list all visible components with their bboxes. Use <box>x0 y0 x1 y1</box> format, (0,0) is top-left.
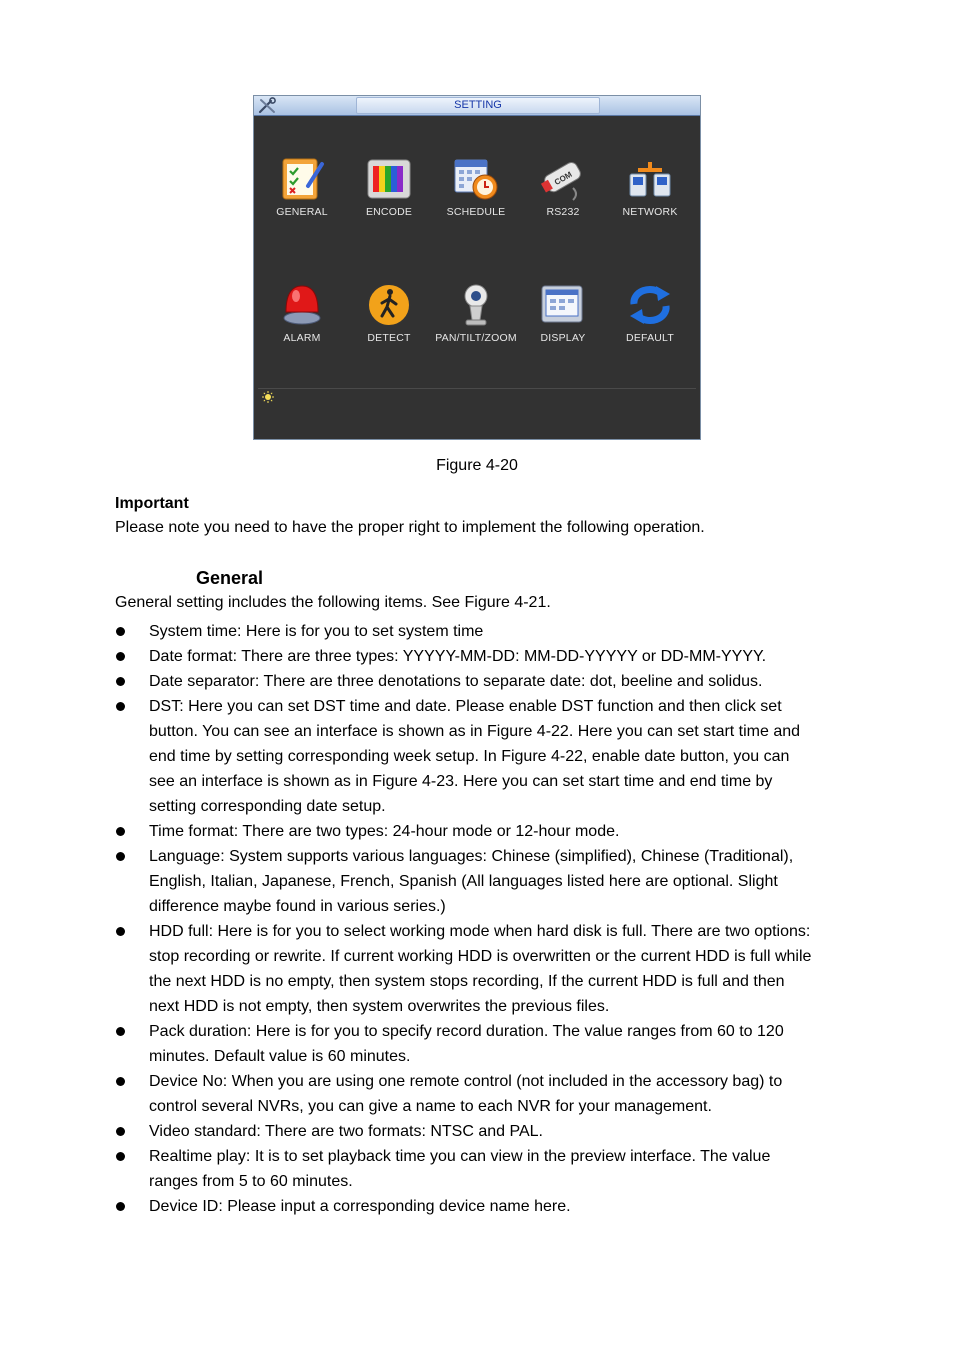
menu-network[interactable] <box>600 156 700 218</box>
bullet-dot-icon <box>116 677 125 686</box>
bullet-dot-icon <box>116 1152 125 1161</box>
bullet-line: Date format: There are three types: YYYYY-MM-DD: MM-DD-YYYYY or DD-MM-YYYY. <box>149 648 767 665</box>
bullet-item <box>115 1069 875 1119</box>
bullet-item <box>115 619 875 644</box>
bullet-line: next HDD is not empty, then system overwrites the previous files. <box>149 998 610 1015</box>
menu-display[interactable] <box>513 282 613 344</box>
hint-lightbulb-icon <box>261 390 275 404</box>
menu-default[interactable] <box>600 282 700 344</box>
detect-walking-man-icon <box>365 282 413 328</box>
bullet-line: System time: Here is for you to set system time <box>149 623 484 640</box>
bullet-line: English, Italian, Japanese, French, Spanish (All languages listed here are optional. Slight <box>149 873 778 890</box>
schedule-calendar-clock-icon <box>452 156 500 202</box>
setting-divider <box>258 388 696 389</box>
menu-alarm-label: ALARM <box>283 332 321 344</box>
menu-display-label: DISPLAY <box>540 332 586 344</box>
bullet-line: the next HDD is no empty, then system stops recording, If the current HDD is full and then <box>149 973 785 990</box>
bullet-dot-icon <box>116 702 125 711</box>
bullet-dot-icon <box>116 1027 125 1036</box>
bullet-line: setting corresponding date setup. <box>149 798 386 815</box>
menu-default-label: DEFAULT <box>626 332 674 344</box>
menu-network-label: NETWORK <box>622 206 678 218</box>
bullet-line: DST: Here you can set DST time and date. Please enable DST function and then click set <box>149 698 782 715</box>
menu-rs232-label: RS232 <box>546 206 580 218</box>
menu-encode-label: ENCODE <box>365 206 413 218</box>
bullet-line: Video standard: There are two formats: NTSC and PAL. <box>149 1123 543 1140</box>
bullet-item <box>115 1144 875 1194</box>
setting-window <box>253 95 701 440</box>
bullet-line: Realtime play: It is to set playback time you can view in the preview interface. The value <box>149 1148 771 1165</box>
bullet-item <box>115 669 875 694</box>
network-computers-icon <box>626 156 674 202</box>
settings-bullet-list <box>115 619 875 1219</box>
section-intro: General setting includes the following items. See Figure 4-21. <box>115 594 551 611</box>
menu-schedule[interactable] <box>426 156 526 218</box>
bullet-line: HDD full: Here is for you to select working mode when hard disk is full. There are two options: <box>149 923 811 940</box>
setting-title: SETTING <box>356 97 600 114</box>
bullet-line: Device No: When you are using one remote control (not included in the accessory bag) to <box>149 1073 783 1090</box>
bullet-line: Pack duration: Here is for you to specify record duration. The value ranges from 60 to 120 <box>149 1023 784 1040</box>
menu-pan-tilt-zoom-label: PAN/TILT/ZOOM <box>435 332 517 344</box>
menu-alarm[interactable] <box>252 282 352 344</box>
bullet-item <box>115 644 875 669</box>
encode-colorbars-icon <box>365 156 413 202</box>
bullet-line: end time by setting corresponding week setup. In Figure 4-22, enable date button, you can <box>149 748 790 765</box>
bullet-line: minutes. Default value is 60 minutes. <box>149 1048 411 1065</box>
bullet-line: control several NVRs, you can give a name to each NVR for your management. <box>149 1098 712 1115</box>
bullet-line: ranges from 5 to 60 minutes. <box>149 1173 353 1190</box>
svg-text:COM: COM <box>552 169 574 187</box>
important-heading: Important <box>115 495 189 512</box>
bullet-dot-icon <box>116 652 125 661</box>
bullet-line: stop recording or rewrite. If current working HDD is overwritten or the current HDD is full while <box>149 948 812 965</box>
bullet-item <box>115 694 875 819</box>
bullet-dot-icon <box>116 1202 125 1211</box>
bullet-item <box>115 819 875 844</box>
menu-pan-tilt-zoom[interactable] <box>426 282 526 344</box>
bullet-line: see an interface is shown as in Figure 4-23. Here you can set start time and end time by <box>149 773 773 790</box>
bullet-item <box>115 1019 875 1069</box>
menu-general-label: GENERAL <box>276 206 328 218</box>
bullet-line: button. You can see an interface is shown as in Figure 4-22. Here you can set start time and <box>149 723 801 740</box>
menu-encode[interactable] <box>339 156 439 218</box>
bullet-dot-icon <box>116 827 125 836</box>
bullet-dot-icon <box>116 852 125 861</box>
bullet-item <box>115 1194 875 1219</box>
menu-rs232[interactable] <box>513 156 613 218</box>
bullet-dot-icon <box>116 927 125 936</box>
bullet-line: Device ID: Please input a corresponding device name here. <box>149 1198 571 1215</box>
general-checklist-icon <box>278 156 326 202</box>
menu-detect-label: DETECT <box>367 332 411 344</box>
bullet-item <box>115 919 875 1019</box>
alarm-siren-icon <box>278 282 326 328</box>
bullet-dot-icon <box>116 627 125 636</box>
menu-general[interactable] <box>252 156 352 218</box>
display-monitor-icon <box>539 282 587 328</box>
figure-caption: Figure 4-20 <box>436 457 518 474</box>
default-refresh-icon <box>626 282 674 328</box>
section-heading: General <box>196 568 264 588</box>
bullet-item <box>115 844 875 919</box>
bullet-dot-icon <box>116 1077 125 1086</box>
tools-icon[interactable] <box>257 97 279 114</box>
important-text: Please note you need to have the proper right to implement the following operation. <box>115 519 705 536</box>
menu-detect[interactable] <box>339 282 439 344</box>
bullet-line: Time format: There are two types: 24-hour mode or 12-hour mode. <box>149 823 620 840</box>
bullet-line: Date separator: There are three denotations to separate date: dot, beeline and solidus. <box>149 673 763 690</box>
rs232-connector-icon <box>539 156 587 202</box>
setting-titlebar <box>254 96 700 116</box>
ptz-camera-icon <box>452 282 500 328</box>
bullet-item <box>115 1119 875 1144</box>
menu-schedule-label: SCHEDULE <box>446 206 506 218</box>
bullet-line: Language: System supports various languages: Chinese (simplified), Chinese (Traditional), <box>149 848 794 865</box>
bullet-dot-icon <box>116 1127 125 1136</box>
bullet-line: difference maybe found in various series.) <box>149 898 446 915</box>
